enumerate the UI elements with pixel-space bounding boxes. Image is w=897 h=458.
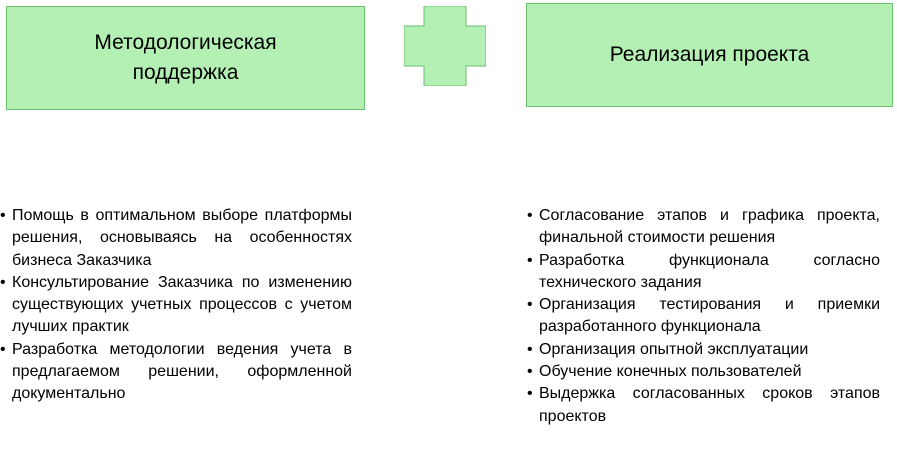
list-item: • Разработка методологии ведения учета в предлагаемом решении, оформленной документально [0, 339, 352, 406]
list-item: • Обучение конечных пользователей [527, 361, 880, 383]
list-item: • Организация опытной эксплуатации [527, 339, 880, 361]
project-implementation-title: Реализация проекта [609, 43, 810, 66]
plus-icon [404, 6, 486, 86]
list-item: • Организация тестирования и приемки разработанного функционала [527, 294, 880, 339]
list-item: • Консультирование Заказчика по изменению существующих учетных процессов с учетом лучших практик [0, 272, 352, 339]
methodology-support-list [0, 205, 352, 406]
methodology-support-box [6, 6, 365, 110]
list-item: • Помощь в оптимальном выборе платформы решения, основываясь на особенностях бизнеса Заказчика [0, 205, 352, 272]
list-item: • Разработка функционала согласно технического задания [527, 250, 880, 295]
project-implementation-box [526, 3, 893, 107]
list-item: • Выдержка согласованных сроков этапов проектов [527, 383, 880, 428]
methodology-support-title: Методологическая поддержка [94, 31, 277, 84]
project-implementation-list [527, 205, 880, 428]
list-item: • Согласование этапов и графика проекта, финальной стоимости решения [527, 205, 880, 250]
